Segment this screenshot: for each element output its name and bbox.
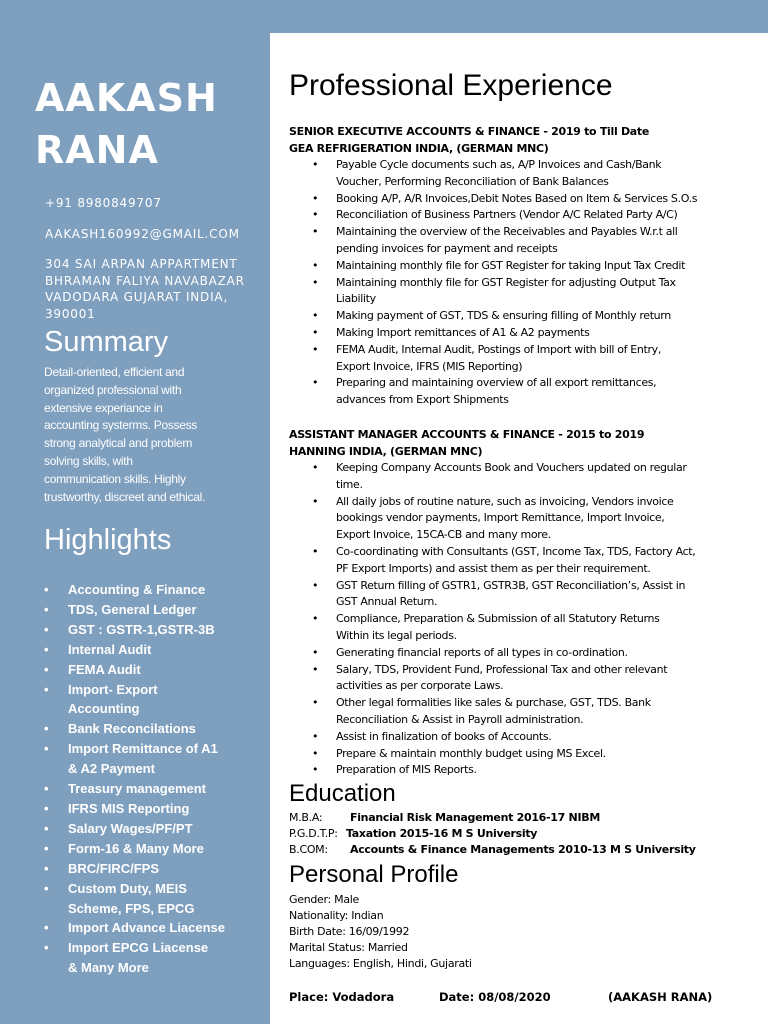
- highlight-item: [44, 680, 269, 720]
- duty-text: Maintaining the overview of the Receivables and Payables W.r.t all pending invoices for payment and receipts: [336, 225, 678, 255]
- duty-item: [289, 375, 739, 409]
- bullet-icon: •: [44, 840, 49, 856]
- duty-text: Preparation of MIS Reports.: [336, 763, 477, 777]
- bullet-icon: •: [312, 275, 319, 289]
- duty-item: [289, 729, 739, 746]
- date-text: Date: 08/08/2020: [439, 990, 551, 1004]
- highlight-item: [44, 580, 269, 600]
- duty-text: Making Import remittances of A1 & A2 payments: [336, 325, 590, 339]
- highlight-item: [44, 719, 269, 739]
- bullet-icon: •: [312, 662, 319, 676]
- highlight-item: [44, 918, 269, 938]
- duty-item: [289, 258, 739, 275]
- bullet-icon: •: [312, 376, 319, 390]
- bullet-icon: •: [44, 741, 49, 757]
- duty-text: Co-coordinating with Consultants (GST, Income Tax, TDS, Factory Act, PF Export Imports) and assist them as per their requirement.: [336, 544, 696, 575]
- highlight-item: [44, 620, 269, 640]
- duty-item: [289, 224, 739, 258]
- highlight-item: [44, 660, 269, 680]
- highlights-list: [44, 580, 269, 978]
- summary-line: Detail-oriented, efficient and: [44, 365, 185, 379]
- place-text: Place: Vodadora: [289, 990, 395, 1004]
- bullet-icon: •: [312, 612, 319, 626]
- bullet-icon: •: [44, 661, 49, 677]
- highlight-text: Import- Export Accounting: [68, 681, 158, 717]
- highlight-text: Import Remittance of A1 & A2 Payment: [68, 741, 218, 777]
- postal-address: [45, 256, 245, 322]
- sidebar: [0, 0, 270, 1024]
- duty-item: [289, 645, 739, 662]
- duty-item: [289, 275, 739, 309]
- education-heading: Education: [289, 780, 396, 807]
- summary-line: strong analytical and problem: [44, 436, 193, 451]
- highlight-text: GST : GSTR-1,GSTR-3B: [68, 621, 215, 637]
- bullet-icon: •: [312, 461, 319, 474]
- duty-text: Making payment of GST, TDS & ensuring filling of Monthly return: [336, 309, 671, 323]
- education-row: [289, 810, 600, 826]
- highlight-item: [44, 879, 269, 919]
- bullet-icon: •: [312, 763, 319, 777]
- duty-item: [289, 191, 739, 208]
- personal-info-row: Birth Date: 16/09/1992: [289, 925, 410, 938]
- summary-line: trustworthy, discreet and ethical.: [44, 489, 205, 504]
- duty-text: Preparing and maintaining overview of all export remittances, advances from Export Shipments: [336, 376, 657, 407]
- personal-info-row: Gender: Male: [289, 893, 360, 906]
- highlight-item: [44, 938, 269, 978]
- duty-item: [289, 460, 739, 494]
- duty-item: [289, 611, 739, 645]
- duty-item: [289, 342, 739, 376]
- duty-item: [289, 157, 739, 191]
- highlight-text: Form-16 & Many More: [68, 840, 204, 856]
- bullet-icon: •: [44, 820, 49, 836]
- duty-item: [289, 325, 739, 342]
- bullet-icon: •: [44, 582, 49, 597]
- duty-item: [289, 308, 739, 325]
- degree-label: M.B.A:: [289, 811, 323, 824]
- address-line: VADODARA GUJARAT INDIA,: [45, 290, 229, 304]
- bullet-icon: •: [44, 860, 49, 876]
- summary-line: organized professional with: [44, 382, 182, 397]
- highlight-text: IFRS MIS Reporting: [68, 800, 190, 816]
- highlights-heading: Highlights: [44, 524, 172, 556]
- bullet-icon: •: [44, 781, 49, 797]
- highlight-text: Treasury management: [68, 781, 207, 797]
- highlight-text: Import EPCG Liacense & Many More: [68, 940, 209, 976]
- duty-text: Compliance, Preparation & Submission of all Statutory Returns Within its legal periods.: [336, 612, 660, 642]
- highlight-item: [44, 640, 269, 660]
- job-1-duties: [289, 157, 739, 409]
- bullet-icon: •: [312, 325, 319, 339]
- bullet-icon: •: [312, 729, 319, 743]
- duty-text: Payable Cycle documents such as, A/P Invoices and Cash/Bank Voucher, Performing Reconciliation of Bank Balances: [336, 158, 662, 188]
- bullet-icon: •: [312, 578, 319, 592]
- highlight-text: Accounting & Finance: [68, 582, 206, 597]
- bullet-icon: •: [44, 800, 49, 816]
- duty-text: All daily jobs of routine nature, such as invoicing, Vendors invoice bookings vendor payments, Import Remittance, Import Invoice, Export Invoice, 15CA-CB and many more.: [336, 494, 674, 542]
- highlight-text: Salary Wages/PF/PT: [68, 820, 193, 836]
- highlight-text: FEMA Audit: [68, 661, 141, 677]
- job-title: SENIOR EXECUTIVE ACCOUNTS & FINANCE - 2019 to Till Date: [289, 125, 650, 138]
- highlight-item: [44, 859, 269, 879]
- bullet-icon: •: [312, 158, 319, 171]
- summary-text: [44, 364, 244, 506]
- bullet-icon: •: [312, 494, 319, 508]
- degree-detail: Taxation 2015-16 M S University: [346, 827, 538, 840]
- duty-item: [289, 746, 739, 763]
- duty-item: [289, 762, 739, 779]
- address-line: BHRAMAN FALIYA NAVABAZAR: [45, 273, 245, 288]
- bullet-icon: •: [44, 880, 49, 896]
- duty-text: Booking A/P, A/R Invoices,Debit Notes Based on Item & Services S.O.s: [336, 191, 698, 205]
- personal-info-row: Marital Status: Married: [289, 941, 408, 954]
- bullet-icon: •: [312, 544, 319, 558]
- bullet-icon: •: [44, 681, 49, 697]
- education-row: [289, 842, 696, 858]
- bullet-icon: •: [312, 746, 319, 760]
- duty-text: Keeping Company Accounts Book and Vouchers updated on regular time.: [336, 461, 687, 491]
- phone-number: +91 8980849707: [45, 196, 162, 210]
- bullet-icon: •: [312, 225, 319, 239]
- bullet-icon: •: [44, 601, 49, 617]
- duty-text: FEMA Audit, Internal Audit, Postings of Import with bill of Entry, Export Invoice, IFRS (MIS Reporting): [336, 342, 661, 373]
- personal-info-list: [289, 892, 472, 972]
- duty-text: Salary, TDS, Provident Fund, Professional Tax and other relevant activities as per corporate Laws.: [336, 662, 668, 693]
- candidate-name: [35, 72, 218, 176]
- duty-text: Maintaining monthly file for GST Register for taking Input Tax Credit: [336, 258, 686, 272]
- duty-text: Prepare & maintain monthly budget using MS Excel.: [336, 746, 606, 760]
- duty-item: [289, 695, 739, 729]
- address-line: 390001: [45, 306, 96, 321]
- bullet-icon: •: [312, 645, 319, 659]
- summary-heading: Summary: [44, 326, 169, 358]
- duty-text: Reconciliation of Business Partners (Vendor A/C Related Party A/C): [336, 208, 678, 222]
- main-content: [270, 33, 768, 1024]
- first-name: AAKASH: [35, 76, 218, 120]
- highlight-item: [44, 839, 269, 859]
- bullet-icon: •: [312, 191, 319, 205]
- duty-text: Maintaining monthly file for GST Register for adjusting Output Tax Liability: [336, 275, 676, 306]
- summary-line: accounting systerms. Possess: [44, 418, 197, 433]
- job-company: GEA REFRIGERATION INDIA, (GERMAN MNC): [289, 141, 549, 155]
- duty-item: [289, 544, 739, 578]
- education-row: [289, 826, 538, 842]
- highlight-text: Internal Audit: [68, 641, 152, 657]
- degree-detail: Accounts & Finance Managements 2010-13 M S University: [350, 843, 696, 856]
- highlight-item: [44, 600, 269, 620]
- duty-item: [289, 207, 739, 224]
- personal-profile-heading: Personal Profile: [289, 861, 459, 888]
- duty-text: Assist in finalization of books of Accounts.: [336, 729, 552, 743]
- highlight-item: [44, 819, 269, 839]
- last-name: RANA: [35, 128, 159, 172]
- duty-text: Generating financial reports of all types in co-ordination.: [336, 645, 628, 659]
- job-title: ASSISTANT MANAGER ACCOUNTS & FINANCE - 2015 to 2019: [289, 428, 645, 441]
- bullet-icon: •: [44, 920, 49, 936]
- duty-item: [289, 662, 739, 696]
- bullet-icon: •: [44, 621, 49, 637]
- duty-item: [289, 494, 739, 544]
- experience-heading: Professional Experience: [289, 69, 613, 102]
- highlight-text: BRC/FIRC/FPS: [68, 860, 159, 876]
- highlight-text: TDS, General Ledger: [68, 601, 197, 617]
- highlight-item: [44, 799, 269, 819]
- signature-name: (AAKASH RANA): [608, 990, 713, 1004]
- job-2-duties: [289, 460, 739, 779]
- summary-line: communication skills. Highly: [44, 471, 186, 486]
- highlight-item: [44, 739, 269, 779]
- bullet-icon: •: [312, 208, 319, 222]
- degree-label: P.G.D.T.P:: [289, 827, 338, 840]
- bullet-icon: •: [312, 342, 319, 356]
- bullet-icon: •: [44, 940, 49, 956]
- degree-label: B.COM:: [289, 843, 328, 856]
- personal-info-row: Nationality: Indian: [289, 909, 384, 922]
- duty-item: [289, 578, 739, 612]
- bullet-icon: •: [312, 309, 319, 323]
- address-line: 304 SAI ARPAN APPARTMENT: [45, 257, 238, 271]
- highlight-item: [44, 779, 269, 799]
- highlight-text: Bank Reconcilations: [68, 721, 196, 737]
- summary-line: solving skills, with: [44, 453, 133, 468]
- bullet-icon: •: [44, 641, 49, 657]
- duty-text: Other legal formalities like sales & purchase, GST, TDS. Bank Reconciliation & Assist in Payroll administration.: [336, 696, 651, 726]
- email-address: AAKASH160992@GMAIL.COM: [45, 227, 240, 241]
- duty-text: GST Return filling of GSTR1, GSTR3B, GST Reconciliation’s, Assist in GST Annual Return.: [336, 578, 686, 609]
- bullet-icon: •: [44, 721, 49, 737]
- highlight-text: Import Advance Liacense: [68, 920, 226, 936]
- job-company: HANNING INDIA, (GERMAN MNC): [289, 444, 483, 458]
- job-2-header: [289, 427, 644, 460]
- bullet-icon: •: [312, 696, 319, 710]
- bullet-icon: •: [312, 258, 319, 272]
- degree-detail: Financial Risk Management 2016-17 NIBM: [350, 811, 600, 824]
- summary-line: extensive experiance in: [44, 400, 163, 415]
- personal-info-row: Languages: English, Hindi, Gujarati: [289, 957, 472, 970]
- job-1-header: [289, 124, 649, 157]
- highlight-text: Custom Duty, MEIS Scheme, FPS, EPCG: [68, 880, 195, 916]
